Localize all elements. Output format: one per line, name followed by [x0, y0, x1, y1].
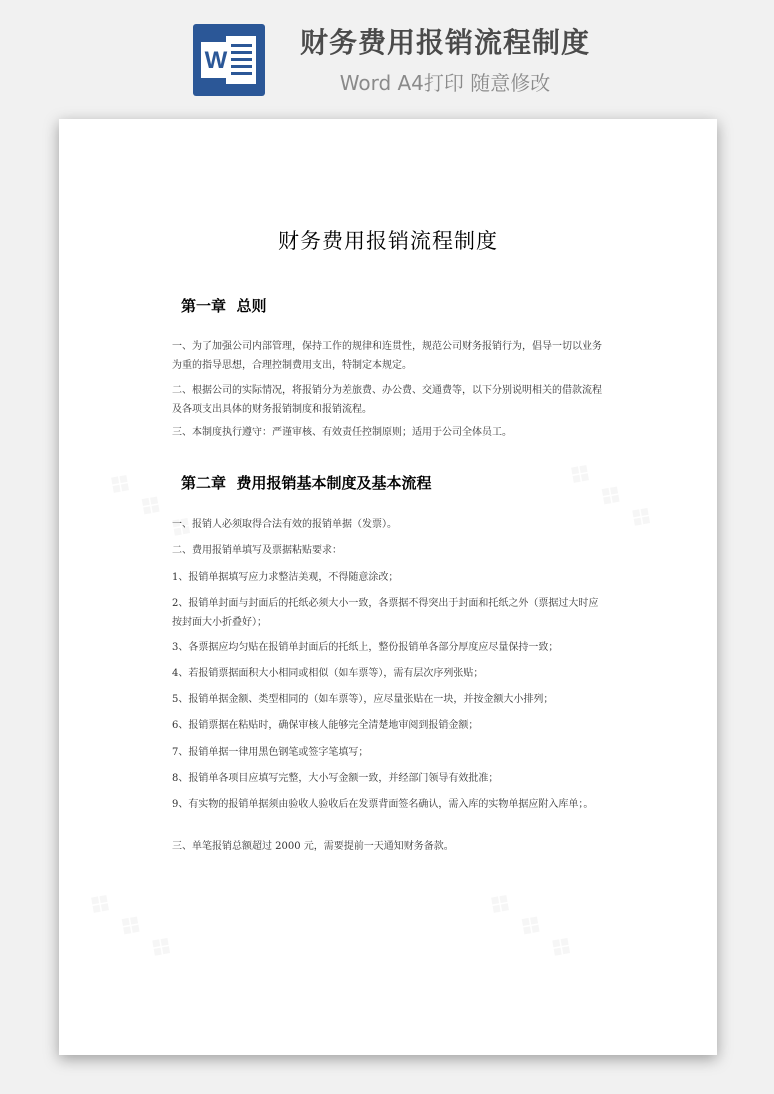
chapter1-paragraph: 二、根据公司的实际情况，将报销分为差旅费、办公费、交通费等，以下分别说明相关的借款流程及各项支出具体的财务报销制度和报销流程。 [172, 385, 602, 415]
chapter1-paragraph: 一、为了加强公司内部管理，保持工作的规律和连贯性，规范公司财务报销行为，倡导一切以业务为重的指导思想，合理控制费用支出，特制定本规定。 [172, 341, 602, 371]
chapter2-paragraph: 三、单笔报销总额超过 2000 元，需要提前一天通知财务备款。 [172, 841, 454, 852]
document-page [59, 119, 717, 1055]
watermark [478, 883, 581, 970]
chapter2-paragraph: 一、报销人必须取得合法有效的报销单据（发票）。 [172, 519, 397, 530]
watermark [78, 883, 181, 970]
chapter2-paragraph: 7、报销单据一律用黑色钢笔或签字笔填写； [172, 747, 369, 758]
chapter2-heading: 第二章 费用报销基本制度及基本流程 [181, 474, 432, 492]
chapter2-paragraph: 6、报销票据在粘贴时，确保审核人能够完全清楚地审阅到报销金额； [172, 720, 479, 731]
chapter1-paragraph: 三、本制度执行遵守：严谨审核、有效责任控制原则；适用于公司全体员工。 [172, 427, 512, 438]
chapter2-paragraph: 8、报销单各项目应填写完整，大小写金额一致，并经部门领导有效批准； [172, 773, 499, 784]
chapter2-paragraph: 1、报销单据填写应力求整洁美观，不得随意涂改； [172, 572, 399, 583]
chapter2-paragraph: 5、报销单据金额、类型相同的（如车票等），应尽量张贴在一块，并按金额大小排列； [172, 694, 554, 705]
word-document-icon [193, 24, 265, 96]
chapter2-paragraph: 9、有实物的报销单据须由验收人验收后在发票背面签名确认，需入库的实物单据应附入库单；。 [172, 799, 594, 810]
word-icon-letter: W [204, 47, 228, 74]
chapter2-paragraph: 3、各票据应均匀贴在报销单封面后的托纸上，整份报销单各部分厚度应尽量保持一致； [172, 642, 559, 653]
chapter2-paragraph: 二、费用报销单填写及票据粘贴要求： [172, 545, 342, 556]
header-banner [0, 0, 774, 110]
banner-title: 财务费用报销流程制度 [299, 26, 590, 59]
chapter2-paragraph: 4、若报销票据面积大小相同或相似（如车票等），需有层次序列张贴； [172, 668, 484, 679]
chapter2-paragraph: 2、报销单封面与封面后的托纸必须大小一致，各票据不得突出于封面和托纸之外（票据过大时应按封面大小折叠好）； [172, 598, 599, 628]
banner-subtitle: Word A4打印 随意修改 [339, 71, 551, 95]
document-title: 财务费用报销流程制度 [278, 229, 498, 253]
chapter1-heading: 第一章 总则 [181, 297, 267, 315]
